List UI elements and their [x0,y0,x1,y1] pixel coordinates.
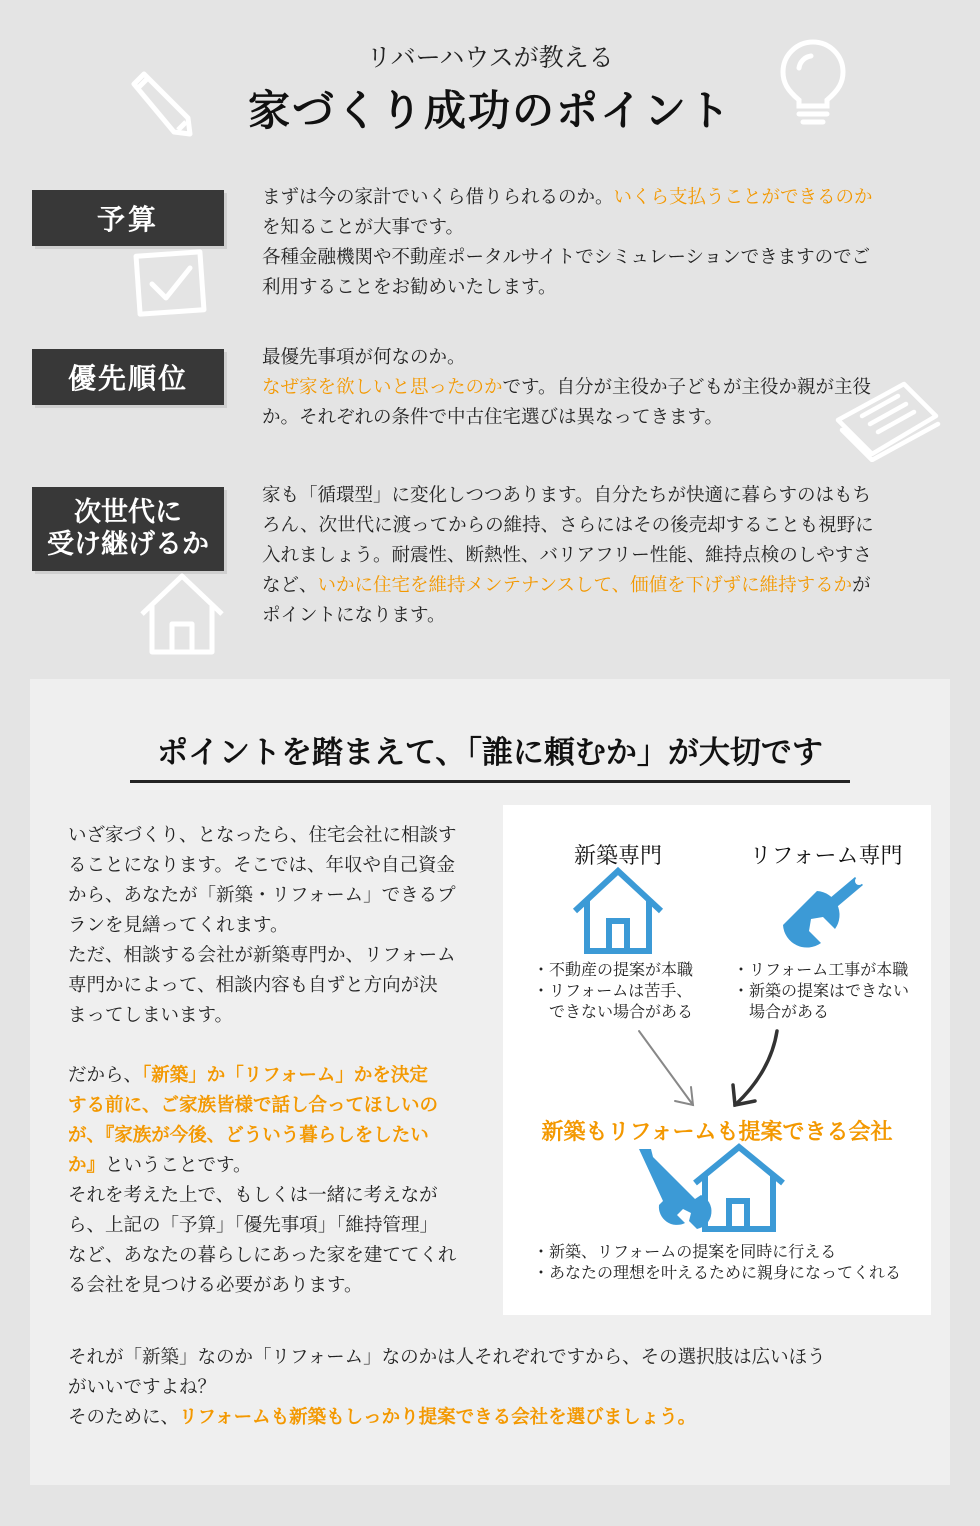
body-highlight: が、『家族が今後、どういう暮らしをしたい [68,1125,429,1146]
next-text-line: 家も「循環型」に変化しつつあります。自分たちが快適に暮らすのはもち [262,485,872,506]
section-body [68,821,488,1301]
body-highlight: 「新築」か「リフォーム」かを決定 [142,1065,428,1086]
priority-text [262,343,952,433]
body-line: ランを見繕ってくれます。 [68,915,289,936]
note-item: ・新築、リフォームの提案を同時に行える [533,1242,837,1261]
house-icon [571,865,665,957]
arrow-icon [623,1027,793,1113]
budget-text-line: まずは今の家計でいくら借りられるのか。 [262,187,614,208]
closing-highlight: リフォームも新築もしっかり提案できる会社を選びましょう。 [179,1407,697,1428]
priority-text-line: か。それぞれの条件で中古住宅選びは異なってきます。 [262,407,724,428]
body-line: ることになります。そこでは、年収や自己資金 [68,855,456,876]
note-item: ・リフォーム工事が本職 [733,960,909,979]
priority-text-line: です。自分が主役か子どもが主役か親が主役 [502,377,872,398]
label-line: 受け継げるか [47,529,209,560]
body-line: いざ家づくり、となったら、住宅会社に相談す [68,825,457,846]
body-line: だから、 [68,1065,143,1086]
next-text-line: が [852,575,871,596]
reform-notes [733,959,931,1022]
new-build-notes [533,959,723,1022]
closing-text [68,1343,918,1433]
priority-highlight: なぜ家を欲しいと思ったのか [262,377,503,398]
section-divider [130,780,850,783]
label-next-generation [32,487,224,571]
closing-line: がいいですよね？ [68,1377,217,1398]
new-build-title: 新築専門 [573,844,662,869]
body-line: それを考えた上で、もしくは一緒に考えなが [68,1185,438,1206]
house-outline-icon [136,570,228,658]
body-line: から、あなたが「新築・リフォーム」できるプ [68,885,456,906]
section-title: ポイントを踏まえて、「誰に頼むか」が大切です [157,735,823,771]
reform-title: リフォーム専門 [749,844,903,869]
comparison-diagram [503,805,931,1315]
budget-text-line: 各種金融機関や不動産ポータルサイトでシミュレーションできますのでご [262,247,871,268]
closing-line: そのために、 [68,1407,180,1428]
budget-text [262,183,952,303]
body-line: ということです。 [105,1155,252,1176]
closing-line: それが「新築」なのか「リフォーム」なのかは人それぞれですから、その選択肢は広いほう [68,1347,826,1368]
checkbox-icon [128,246,212,320]
priority-text-line: 最優先事項が何なのか。 [262,347,466,368]
body-line: など、あなたの暮らしにあった家を建ててくれ [68,1245,457,1266]
budget-text-line: を知ることが大事です。 [262,217,465,238]
page-title: 家づくり成功のポイント [247,86,732,135]
note-item: ・あなたの理想を叶えるために親身になってくれる [533,1263,902,1282]
body-line: まってしまいます。 [68,1005,234,1026]
note-item: できない場合がある [533,1002,694,1021]
body-line: ら、上記の「予算」「優先事項」「維持管理」 [68,1215,439,1236]
body-line: る会社を見つける必要があります。 [68,1275,363,1296]
label-line: 次世代に [74,497,182,528]
budget-highlight: いくら支払うことができるのか [613,187,873,208]
next-text-line: ろん、次世代に渡ってからの維持、さらにはその後売却することも視野に [262,515,874,536]
note-item: 場合がある [733,1002,830,1021]
next-text-line: ポイントになります。 [262,605,446,626]
label-budget: 予算 [32,190,224,246]
pencil-icon [122,66,196,140]
lightbulb-icon [777,38,849,130]
budget-text-line: 利用することをお勧めいたします。 [262,277,557,298]
note-item: ・不動産の提案が本職 [533,960,694,979]
body-line: 専門かによって、相談内容も自ずと方向が決 [68,975,438,996]
next-generation-text [262,481,962,631]
body-line: ただ、相談する会社が新築専門か、リフォーム [68,945,456,966]
result-notes [533,1241,923,1283]
next-highlight: いかに住宅を維持メンテナンスして、価値を下げずに維持するか [317,575,853,596]
next-text-line: 入れましょう。耐震性、断熱性、バリアフリー性能、維持点検のしやすさ [262,545,872,566]
body-highlight: か』 [68,1155,106,1176]
next-text-line: など、 [262,575,318,596]
note-item: ・リフォームは苦手、 [533,981,693,1000]
header-subtitle: リバーハウスが教える [366,43,614,72]
note-item: ・新築の提案はできない [733,981,910,1000]
label-priority: 優先順位 [32,349,224,405]
house-icon [633,1143,793,1233]
wrench-icon [775,869,867,955]
body-highlight: する前に、ご家族皆様で話し合ってほしいの [68,1095,439,1116]
result-title: 新築もリフォームも提案できる会社 [541,1120,893,1145]
